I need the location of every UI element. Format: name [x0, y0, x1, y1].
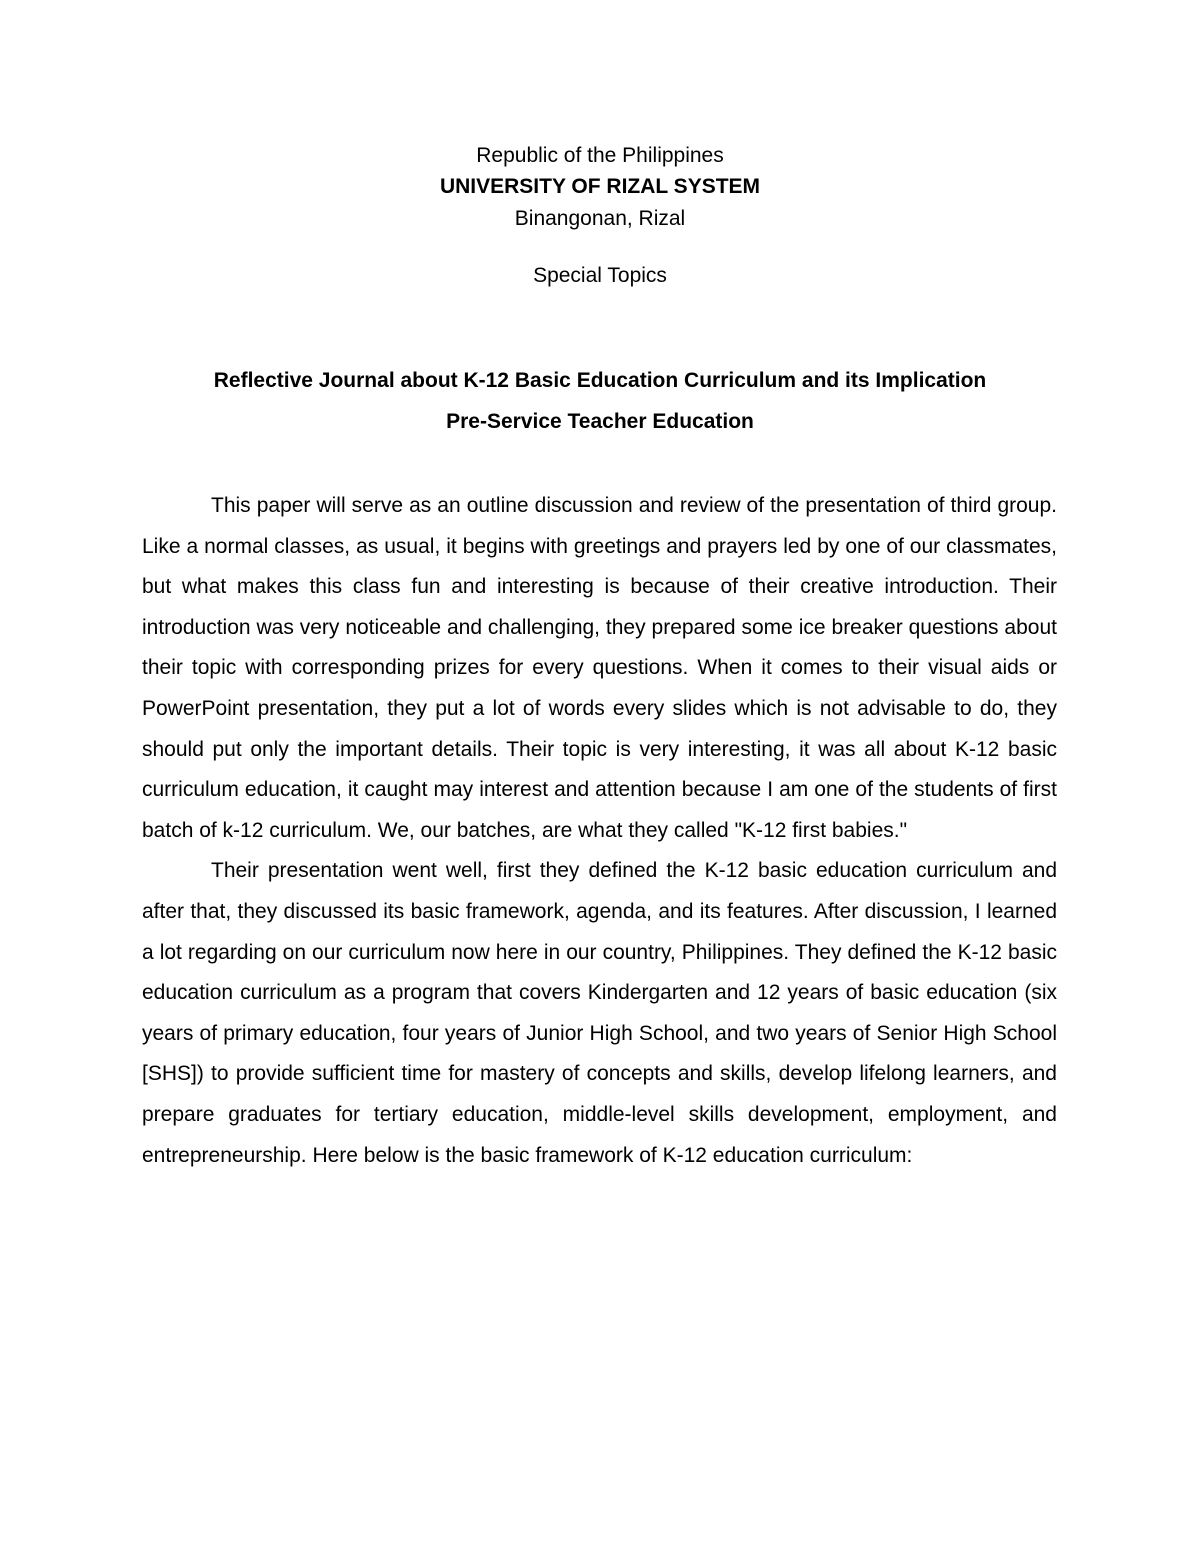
header-location: Binangonan, Rizal	[514, 207, 686, 230]
header-university: UNIVERSITY OF RIZAL SYSTEM	[439, 175, 761, 198]
document-title: Reflective Journal about K-12 Basic Education Curriculum and its Implication	[213, 369, 987, 392]
document-subtitle: Pre-Service Teacher Education	[446, 410, 754, 433]
body-paragraph: This paper will serve as an outline discussion and review of the presentation of third group. Like a normal classes, as usual, it begins with greetings and prayers led by one of our classmates, but what makes this class fun and interesting is because of their creative introduction. Their introduction was very noticeable and challenging, they prepared some ice breaker questions about their topic with corresponding prizes for every questions. When it comes to their visual aids or PowerPoint presentation, they put a lot of words every slides which is not advisable to do, they should put only the important details. Their topic is very interesting, it was all about K-12 basic curriculum education, it caught may interest and attention because I am one of the students of first batch of k-12 curriculum. We, our batches, are what they called "K-12 first babies."	[142, 494, 1057, 842]
document-body	[142, 486, 1057, 1176]
header-subject: Special Topics	[533, 264, 667, 287]
header-country: Republic of the Philippines	[476, 144, 724, 167]
body-paragraph: Their presentation went well, first they defined the K-12 basic education curriculum and after that, they discussed its basic framework, agenda, and its features. After discussion, I learned a lot regarding on our curriculum now here in our country, Philippines. They defined the K-12 basic education curriculum as a program that covers Kindergarten and 12 years of basic education (six years of primary education, four years of Junior High School, and two years of Senior High School [SHS]) to provide sufficient time for mastery of concepts and skills, develop lifelong learners, and prepare graduates for tertiary education, middle-level skills development, employment, and entrepreneurship. Here below is the basic framework of K-12 education curriculum:	[142, 859, 1057, 1167]
